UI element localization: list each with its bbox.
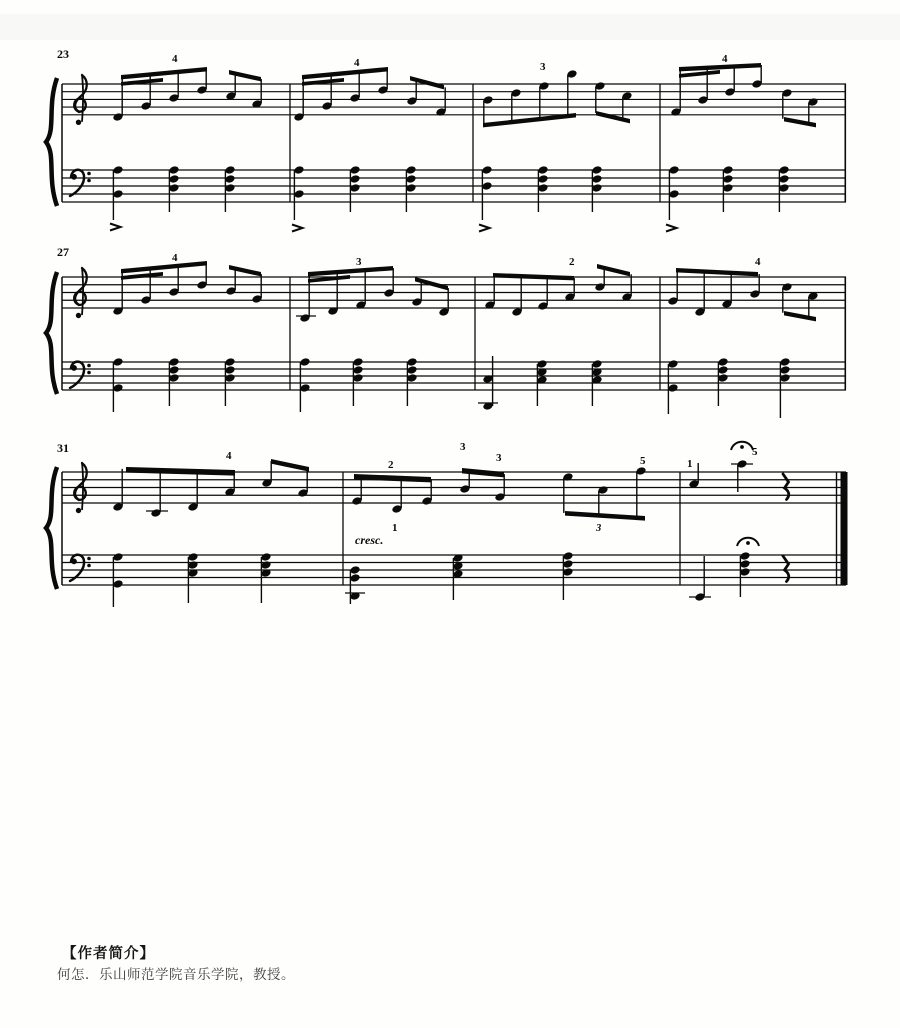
fingering-label: 1 <box>687 458 693 470</box>
secondary-beam <box>121 272 163 280</box>
bass-clef-icon <box>87 172 91 176</box>
system-brace <box>46 78 57 206</box>
fingering-label: 5 <box>640 455 646 467</box>
beam <box>565 511 645 521</box>
beam <box>784 311 816 321</box>
beam <box>229 70 261 81</box>
triplet-label: 3 <box>596 523 602 534</box>
fingering-label: 4 <box>172 252 178 264</box>
secondary-beam <box>679 70 720 78</box>
fingering-label: 3 <box>496 452 502 464</box>
system-brace <box>46 272 57 394</box>
beam <box>596 111 630 123</box>
fingering-label: 4 <box>226 450 232 462</box>
measure-number: 27 <box>57 245 69 259</box>
secondary-beam <box>121 78 163 86</box>
fingering-label: 4 <box>722 53 728 65</box>
secondary-beam <box>302 78 344 86</box>
bass-clef-icon <box>87 179 91 183</box>
treble-clef-icon <box>76 120 81 125</box>
bass-clef-icon <box>70 170 84 196</box>
final-thick-barline <box>841 472 848 585</box>
beam <box>121 67 207 79</box>
beam <box>415 277 448 290</box>
fingering-label: 1 <box>392 522 398 534</box>
secondary-beam <box>308 275 350 283</box>
beam <box>229 265 261 276</box>
measure-number: 31 <box>57 441 69 455</box>
beam <box>410 76 444 89</box>
beam <box>302 67 388 79</box>
beam <box>354 474 431 482</box>
fermata-icon <box>740 445 744 449</box>
beam <box>121 261 207 273</box>
author-intro-heading: 【作者简介】 <box>62 946 155 962</box>
system-brace <box>46 467 57 589</box>
author-intro-text: 何怎．乐山师范学院音乐学院，教授。 <box>57 967 295 983</box>
beam <box>271 459 309 472</box>
fermata-icon <box>746 541 750 545</box>
fingering-label: 3 <box>460 441 466 453</box>
fingering-label: 2 <box>388 459 394 471</box>
measure-number: 23 <box>57 47 69 61</box>
bass-clef-icon <box>70 362 84 388</box>
treble-clef-icon <box>76 313 81 318</box>
bass-clef-icon <box>87 371 91 375</box>
fingering-label: 3 <box>540 61 546 73</box>
fingering-label: 3 <box>356 256 362 268</box>
beam <box>308 266 393 276</box>
crescendo-label: cresc. <box>355 533 384 547</box>
beam <box>676 268 758 276</box>
accent-mark <box>292 225 303 232</box>
beam <box>462 468 504 477</box>
bass-clef-icon <box>87 564 91 568</box>
accent-mark <box>110 224 121 231</box>
fingering-label: 4 <box>755 256 761 268</box>
fingering-label: 4 <box>172 53 178 65</box>
fingering-label: 2 <box>569 256 575 268</box>
bass-clef-icon <box>87 557 91 561</box>
beam <box>784 117 816 127</box>
beam <box>126 467 235 476</box>
fingering-label: 5 <box>752 446 758 458</box>
treble-clef-icon <box>76 508 81 513</box>
beam <box>493 273 574 280</box>
fingering-label: 4 <box>354 57 360 69</box>
bass-clef-icon <box>87 364 91 368</box>
accent-mark <box>479 225 490 232</box>
accent-mark <box>666 225 677 232</box>
beam <box>597 264 630 276</box>
